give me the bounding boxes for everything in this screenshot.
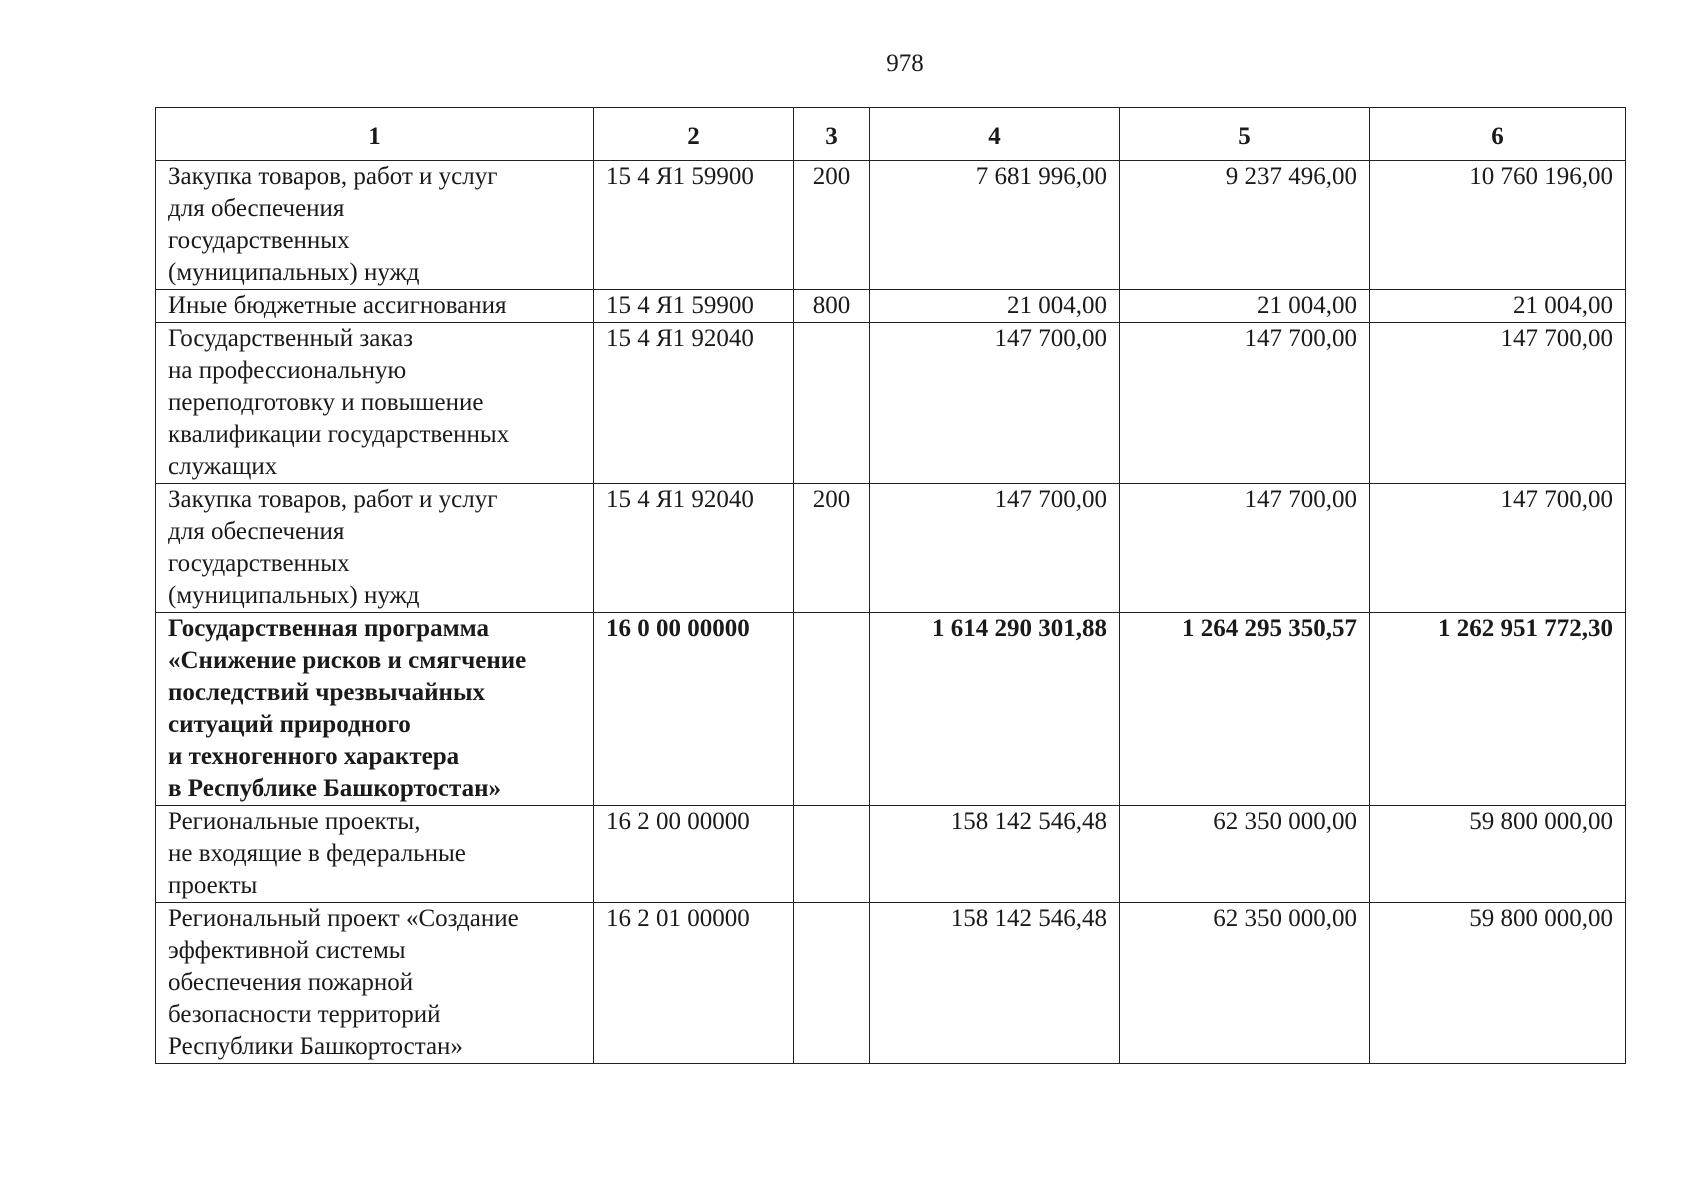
row-name-line: (муниципальных) нужд — [168, 259, 420, 286]
row-name-cell — [156, 903, 594, 1064]
row-value-col6-cell: 21 004,00 — [1370, 290, 1626, 323]
row-expense-type-cell — [794, 323, 870, 484]
row-name-line: Региональные проекты, — [168, 808, 421, 835]
table-row — [156, 161, 1626, 290]
row-name-cell — [156, 806, 594, 903]
row-value-col5-cell: 147 700,00 — [1120, 484, 1370, 613]
row-name-cell — [156, 484, 594, 613]
row-code-cell: 15 4 Я1 92040 — [594, 484, 794, 613]
row-name-line: Закупка товаров, работ и услуг — [168, 163, 498, 190]
table-row — [156, 290, 1626, 323]
row-name-line: государственных — [168, 550, 350, 577]
row-name-line: эффективной системы — [168, 937, 406, 964]
row-expense-type-cell: 200 — [794, 161, 870, 290]
row-code-cell: 15 4 Я1 92040 — [594, 323, 794, 484]
row-expense-type-cell — [794, 613, 870, 806]
row-expense-type-cell — [794, 806, 870, 903]
row-code-cell: 15 4 Я1 59900 — [594, 290, 794, 323]
table-row — [156, 613, 1626, 806]
column-header-2: 2 — [594, 108, 794, 161]
row-value-col4-cell: 147 700,00 — [870, 484, 1120, 613]
row-value-col4-cell: 158 142 546,48 — [870, 806, 1120, 903]
table-header-row — [156, 108, 1626, 161]
row-name-line: и техногенного характера — [168, 743, 460, 770]
row-value-col4-cell: 21 004,00 — [870, 290, 1120, 323]
row-name-line: служащих — [168, 453, 278, 480]
row-name-line: квалификации государственных — [168, 421, 510, 448]
row-value-col4-cell: 1 614 290 301,88 — [870, 613, 1120, 806]
row-name-line: проекты — [168, 872, 258, 899]
row-value-col5-cell: 147 700,00 — [1120, 323, 1370, 484]
row-name-line: обеспечения пожарной — [168, 969, 414, 996]
row-name-line: для обеспечения — [168, 518, 345, 545]
row-name-cell — [156, 323, 594, 484]
row-name-line: последствий чрезвычайных — [168, 679, 485, 706]
table-row — [156, 323, 1626, 484]
table-row — [156, 806, 1626, 903]
row-name-cell — [156, 161, 594, 290]
row-value-col6-cell: 59 800 000,00 — [1370, 806, 1626, 903]
table-row — [156, 484, 1626, 613]
column-header-4: 4 — [870, 108, 1120, 161]
budget-table — [155, 107, 1626, 1064]
column-header-1: 1 — [156, 108, 594, 161]
row-expense-type-cell — [794, 903, 870, 1064]
row-value-col6-cell: 10 760 196,00 — [1370, 161, 1626, 290]
row-name-line: Иные бюджетные ассигнования — [168, 292, 507, 319]
row-name-line: ситуаций природного — [168, 711, 411, 738]
row-value-col5-cell: 1 264 295 350,57 — [1120, 613, 1370, 806]
row-name-line: (муниципальных) нужд — [168, 582, 420, 609]
row-expense-type-cell: 800 — [794, 290, 870, 323]
row-code-cell: 16 2 00 00000 — [594, 806, 794, 903]
column-header-6: 6 — [1370, 108, 1626, 161]
row-name-line: безопасности территорий — [168, 1001, 441, 1028]
table-body — [156, 161, 1626, 1064]
row-name-line: Закупка товаров, работ и услуг — [168, 486, 498, 513]
row-value-col6-cell: 59 800 000,00 — [1370, 903, 1626, 1064]
row-name-line: «Снижение рисков и смягчение — [168, 647, 527, 674]
row-code-cell: 15 4 Я1 59900 — [594, 161, 794, 290]
row-code-cell: 16 2 01 00000 — [594, 903, 794, 1064]
row-value-col6-cell: 1 262 951 772,30 — [1370, 613, 1626, 806]
row-code-cell: 16 0 00 00000 — [594, 613, 794, 806]
row-name-cell — [156, 613, 594, 806]
row-name-line: государственных — [168, 227, 350, 254]
row-name-line: для обеспечения — [168, 195, 345, 222]
row-name-line: Региональный проект «Создание — [168, 905, 519, 932]
row-value-col5-cell: 21 004,00 — [1120, 290, 1370, 323]
row-value-col5-cell: 62 350 000,00 — [1120, 903, 1370, 1064]
row-value-col4-cell: 7 681 996,00 — [870, 161, 1120, 290]
row-name-line: не входящие в федеральные — [168, 840, 466, 867]
row-name-line: в Республике Башкортостан» — [168, 775, 502, 802]
row-expense-type-cell: 200 — [794, 484, 870, 613]
column-header-5: 5 — [1120, 108, 1370, 161]
row-name-line: Государственная программа — [168, 615, 489, 642]
row-value-col6-cell: 147 700,00 — [1370, 484, 1626, 613]
row-value-col6-cell: 147 700,00 — [1370, 323, 1626, 484]
row-name-cell — [156, 290, 594, 323]
column-header-3: 3 — [794, 108, 870, 161]
row-value-col5-cell: 62 350 000,00 — [1120, 806, 1370, 903]
row-value-col5-cell: 9 237 496,00 — [1120, 161, 1370, 290]
row-name-line: на профессиональную — [168, 357, 407, 384]
table-row — [156, 903, 1626, 1064]
row-name-line: Республики Башкортостан» — [168, 1033, 463, 1060]
row-name-line: переподготовку и повышение — [168, 389, 484, 416]
page-number: 978 — [886, 50, 924, 77]
row-name-line: Государственный заказ — [168, 325, 414, 352]
row-value-col4-cell: 147 700,00 — [870, 323, 1120, 484]
row-value-col4-cell: 158 142 546,48 — [870, 903, 1120, 1064]
